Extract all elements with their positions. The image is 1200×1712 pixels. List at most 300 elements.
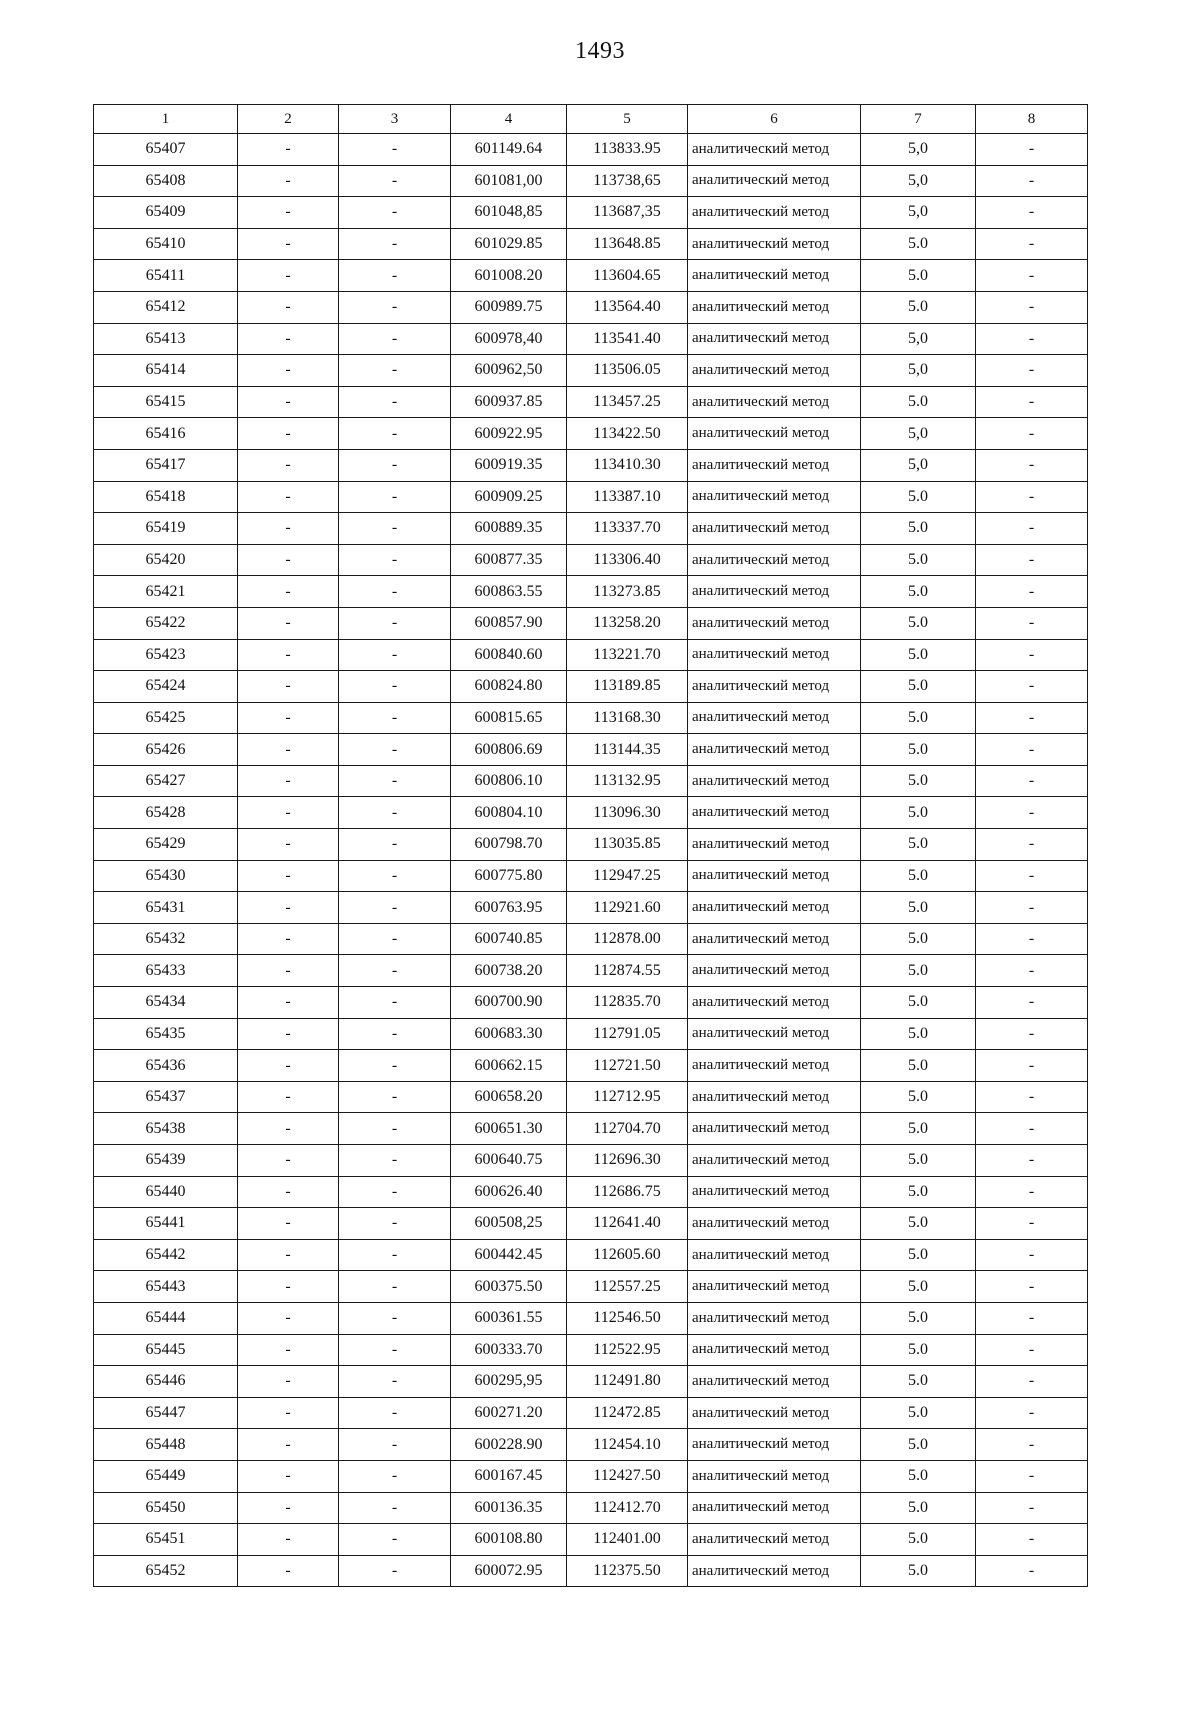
cell-point-number: 65427 [94,765,238,797]
table-row [94,449,1088,481]
cell-accuracy: 5.0 [861,228,976,260]
cell-point-number: 65419 [94,513,238,545]
cell-col-3: - [339,955,451,987]
cell-coord-x: 600740.85 [451,923,567,955]
cell-method: аналитический метод [688,1176,861,1208]
cell-method: аналитический метод [688,702,861,734]
cell-point-number: 65417 [94,449,238,481]
cell-point-number: 65431 [94,892,238,924]
cell-coord-x: 600863.55 [451,576,567,608]
cell-method: аналитический метод [688,1366,861,1398]
cell-col-8: - [976,1081,1088,1113]
cell-coord-x: 601048,85 [451,197,567,229]
cell-method: аналитический метод [688,1524,861,1556]
cell-col-2: - [238,1302,339,1334]
cell-accuracy: 5.0 [861,671,976,703]
table-row [94,1113,1088,1145]
cell-col-2: - [238,513,339,545]
cell-point-number: 65434 [94,987,238,1019]
cell-accuracy: 5.0 [861,576,976,608]
cell-point-number: 65441 [94,1208,238,1240]
cell-col-8: - [976,134,1088,166]
table-row [94,260,1088,292]
table-row [94,165,1088,197]
cell-col-8: - [976,418,1088,450]
cell-accuracy: 5.0 [861,386,976,418]
cell-col-3: - [339,607,451,639]
cell-coord-x: 600804.10 [451,797,567,829]
cell-col-8: - [976,1334,1088,1366]
cell-method: аналитический метод [688,1050,861,1082]
cell-col-2: - [238,1555,339,1587]
cell-coord-y: 113096.30 [567,797,688,829]
table-row [94,765,1088,797]
cell-coord-x: 601029.85 [451,228,567,260]
cell-point-number: 65430 [94,860,238,892]
cell-point-number: 65424 [94,671,238,703]
cell-col-2: - [238,1429,339,1461]
cell-accuracy: 5.0 [861,1460,976,1492]
cell-coord-y: 113410.30 [567,449,688,481]
cell-method: аналитический метод [688,765,861,797]
header-cell: 5 [567,105,688,134]
table-row [94,1429,1088,1461]
cell-col-3: - [339,892,451,924]
cell-col-2: - [238,671,339,703]
cell-col-8: - [976,1524,1088,1556]
cell-col-2: - [238,765,339,797]
cell-col-3: - [339,860,451,892]
cell-accuracy: 5.0 [861,1081,976,1113]
cell-col-2: - [238,481,339,513]
cell-col-8: - [976,1429,1088,1461]
cell-coord-x: 600658.20 [451,1081,567,1113]
cell-col-8: - [976,1302,1088,1334]
cell-coord-y: 113738,65 [567,165,688,197]
cell-accuracy: 5.0 [861,1208,976,1240]
cell-col-3: - [339,291,451,323]
cell-col-2: - [238,228,339,260]
table-row [94,513,1088,545]
cell-coord-x: 600683.30 [451,1018,567,1050]
cell-point-number: 65415 [94,386,238,418]
cell-col-3: - [339,671,451,703]
cell-coord-x: 600889.35 [451,513,567,545]
cell-col-3: - [339,702,451,734]
cell-col-2: - [238,639,339,671]
cell-coord-y: 112472.85 [567,1397,688,1429]
table-row [94,1366,1088,1398]
cell-accuracy: 5.0 [861,513,976,545]
cell-coord-y: 112947.25 [567,860,688,892]
cell-point-number: 65429 [94,829,238,861]
cell-col-3: - [339,418,451,450]
cell-col-2: - [238,323,339,355]
table-row [94,860,1088,892]
table-row [94,1176,1088,1208]
cell-col-3: - [339,987,451,1019]
cell-coord-x: 601008.20 [451,260,567,292]
coordinates-table-container [93,104,1087,1587]
cell-coord-x: 600651.30 [451,1113,567,1145]
cell-coord-y: 113337.70 [567,513,688,545]
cell-col-2: - [238,1524,339,1556]
cell-method: аналитический метод [688,923,861,955]
cell-method: аналитический метод [688,1018,861,1050]
cell-col-2: - [238,1397,339,1429]
cell-coord-x: 600937.85 [451,386,567,418]
cell-coord-y: 113564.40 [567,291,688,323]
cell-col-2: - [238,1113,339,1145]
cell-point-number: 65452 [94,1555,238,1587]
cell-coord-x: 600919.35 [451,449,567,481]
cell-method: аналитический метод [688,1145,861,1177]
cell-coord-y: 113132.95 [567,765,688,797]
cell-col-2: - [238,829,339,861]
cell-accuracy: 5.0 [861,639,976,671]
cell-accuracy: 5.0 [861,734,976,766]
cell-accuracy: 5.0 [861,1429,976,1461]
cell-accuracy: 5.0 [861,860,976,892]
cell-method: аналитический метод [688,1555,861,1587]
cell-method: аналитический метод [688,1239,861,1271]
cell-col-2: - [238,955,339,987]
cell-coord-y: 113833.95 [567,134,688,166]
table-row [94,639,1088,671]
cell-accuracy: 5.0 [861,702,976,734]
cell-col-3: - [339,1397,451,1429]
cell-accuracy: 5.0 [861,829,976,861]
cell-col-8: - [976,1239,1088,1271]
cell-col-2: - [238,1145,339,1177]
cell-col-2: - [238,386,339,418]
cell-coord-y: 112874.55 [567,955,688,987]
cell-col-3: - [339,197,451,229]
table-body [94,134,1088,1587]
cell-point-number: 65439 [94,1145,238,1177]
table-row [94,734,1088,766]
cell-col-8: - [976,513,1088,545]
cell-point-number: 65413 [94,323,238,355]
cell-method: аналитический метод [688,323,861,355]
cell-col-2: - [238,1492,339,1524]
table-row [94,1334,1088,1366]
table-row [94,1492,1088,1524]
cell-method: аналитический метод [688,1429,861,1461]
cell-point-number: 65448 [94,1429,238,1461]
cell-coord-y: 113687,35 [567,197,688,229]
cell-col-3: - [339,386,451,418]
cell-col-3: - [339,1239,451,1271]
cell-point-number: 65426 [94,734,238,766]
cell-method: аналитический метод [688,1334,861,1366]
cell-coord-y: 113221.70 [567,639,688,671]
cell-point-number: 65408 [94,165,238,197]
cell-col-3: - [339,1081,451,1113]
table-row [94,987,1088,1019]
header-cell: 1 [94,105,238,134]
cell-coord-x: 600815.65 [451,702,567,734]
cell-col-3: - [339,481,451,513]
cell-method: аналитический метод [688,165,861,197]
header-cell: 6 [688,105,861,134]
cell-coord-y: 112704.70 [567,1113,688,1145]
cell-col-3: - [339,1429,451,1461]
cell-col-2: - [238,197,339,229]
cell-accuracy: 5.0 [861,1397,976,1429]
cell-point-number: 65433 [94,955,238,987]
cell-col-2: - [238,418,339,450]
cell-col-3: - [339,797,451,829]
cell-method: аналитический метод [688,197,861,229]
cell-col-3: - [339,923,451,955]
table-row [94,1524,1088,1556]
cell-method: аналитический метод [688,671,861,703]
cell-coord-y: 112491.80 [567,1366,688,1398]
cell-coord-y: 113387.10 [567,481,688,513]
cell-coord-x: 600824.80 [451,671,567,703]
cell-col-8: - [976,607,1088,639]
cell-coord-y: 113541.40 [567,323,688,355]
cell-point-number: 65421 [94,576,238,608]
cell-col-8: - [976,544,1088,576]
cell-col-2: - [238,860,339,892]
cell-coord-y: 113457.25 [567,386,688,418]
cell-coord-y: 112427.50 [567,1460,688,1492]
cell-accuracy: 5.0 [861,1176,976,1208]
table-row [94,323,1088,355]
cell-method: аналитический метод [688,260,861,292]
cell-point-number: 65445 [94,1334,238,1366]
cell-accuracy: 5.0 [861,1145,976,1177]
cell-col-8: - [976,576,1088,608]
cell-col-3: - [339,1366,451,1398]
table-row [94,829,1088,861]
cell-method: аналитический метод [688,1302,861,1334]
cell-point-number: 65420 [94,544,238,576]
cell-point-number: 65442 [94,1239,238,1271]
cell-point-number: 65444 [94,1302,238,1334]
cell-col-8: - [976,355,1088,387]
cell-coord-x: 600962,50 [451,355,567,387]
cell-coord-x: 600700.90 [451,987,567,1019]
cell-col-8: - [976,1018,1088,1050]
cell-coord-y: 112721.50 [567,1050,688,1082]
cell-coord-x: 600877.35 [451,544,567,576]
cell-col-3: - [339,1113,451,1145]
cell-coord-x: 600333.70 [451,1334,567,1366]
cell-col-8: - [976,1271,1088,1303]
cell-accuracy: 5.0 [861,481,976,513]
table-row [94,1208,1088,1240]
cell-col-3: - [339,260,451,292]
cell-coord-y: 112401.00 [567,1524,688,1556]
cell-coord-x: 600763.95 [451,892,567,924]
cell-method: аналитический метод [688,1081,861,1113]
cell-point-number: 65410 [94,228,238,260]
table-row [94,955,1088,987]
cell-accuracy: 5,0 [861,449,976,481]
cell-coord-x: 600909.25 [451,481,567,513]
cell-accuracy: 5.0 [861,1239,976,1271]
cell-coord-x: 600136.35 [451,1492,567,1524]
table-row [94,1145,1088,1177]
cell-col-2: - [238,987,339,1019]
cell-col-8: - [976,1145,1088,1177]
cell-point-number: 65418 [94,481,238,513]
cell-col-3: - [339,134,451,166]
cell-method: аналитический метод [688,513,861,545]
cell-coord-x: 600361.55 [451,1302,567,1334]
cell-col-8: - [976,892,1088,924]
table-row [94,481,1088,513]
table-row [94,1302,1088,1334]
cell-point-number: 65443 [94,1271,238,1303]
cell-col-2: - [238,1334,339,1366]
cell-col-8: - [976,1113,1088,1145]
cell-point-number: 65450 [94,1492,238,1524]
cell-coord-y: 112921.60 [567,892,688,924]
cell-point-number: 65407 [94,134,238,166]
cell-method: аналитический метод [688,134,861,166]
table-row [94,702,1088,734]
table-row [94,671,1088,703]
cell-coord-y: 113258.20 [567,607,688,639]
cell-method: аналитический метод [688,1460,861,1492]
cell-coord-y: 113422.50 [567,418,688,450]
cell-accuracy: 5.0 [861,1555,976,1587]
cell-method: аналитический метод [688,607,861,639]
cell-col-3: - [339,1271,451,1303]
cell-col-2: - [238,1176,339,1208]
cell-coord-y: 112686.75 [567,1176,688,1208]
table-row [94,1018,1088,1050]
cell-col-3: - [339,1018,451,1050]
cell-method: аналитический метод [688,955,861,987]
table-row [94,1555,1088,1587]
cell-coord-x: 600442.45 [451,1239,567,1271]
cell-col-8: - [976,639,1088,671]
cell-coord-x: 600295,95 [451,1366,567,1398]
cell-accuracy: 5.0 [861,544,976,576]
cell-accuracy: 5.0 [861,797,976,829]
cell-col-2: - [238,923,339,955]
cell-col-3: - [339,513,451,545]
cell-col-8: - [976,734,1088,766]
cell-col-3: - [339,449,451,481]
cell-method: аналитический метод [688,1208,861,1240]
cell-coord-x: 600922.95 [451,418,567,450]
cell-coord-y: 112412.70 [567,1492,688,1524]
cell-coord-x: 601149.64 [451,134,567,166]
cell-coord-x: 600978,40 [451,323,567,355]
cell-coord-y: 112522.95 [567,1334,688,1366]
cell-method: аналитический метод [688,576,861,608]
cell-col-8: - [976,829,1088,861]
cell-method: аналитический метод [688,355,861,387]
cell-method: аналитический метод [688,544,861,576]
cell-coord-x: 601081,00 [451,165,567,197]
cell-col-8: - [976,1555,1088,1587]
cell-col-3: - [339,576,451,608]
page-number: 1493 [575,38,625,64]
cell-coord-y: 112557.25 [567,1271,688,1303]
table-row [94,1239,1088,1271]
cell-coord-y: 113604.65 [567,260,688,292]
cell-col-3: - [339,829,451,861]
cell-coord-y: 113035.85 [567,829,688,861]
cell-col-3: - [339,1176,451,1208]
table-row [94,355,1088,387]
cell-col-3: - [339,355,451,387]
cell-point-number: 65425 [94,702,238,734]
cell-coord-x: 600798.70 [451,829,567,861]
cell-col-8: - [976,228,1088,260]
cell-coord-y: 113144.35 [567,734,688,766]
cell-point-number: 65436 [94,1050,238,1082]
cell-accuracy: 5.0 [861,1113,976,1145]
table-row [94,418,1088,450]
cell-col-3: - [339,1460,451,1492]
cell-accuracy: 5.0 [861,955,976,987]
cell-point-number: 65437 [94,1081,238,1113]
cell-col-3: - [339,544,451,576]
cell-col-8: - [976,481,1088,513]
cell-coord-y: 113306.40 [567,544,688,576]
cell-coord-x: 600857.90 [451,607,567,639]
cell-col-2: - [238,260,339,292]
cell-coord-x: 600806.69 [451,734,567,766]
cell-col-8: - [976,1176,1088,1208]
cell-col-2: - [238,892,339,924]
cell-coord-y: 112696.30 [567,1145,688,1177]
cell-col-8: - [976,323,1088,355]
cell-col-3: - [339,1145,451,1177]
table-row [94,576,1088,608]
cell-accuracy: 5.0 [861,1334,976,1366]
cell-method: аналитический метод [688,734,861,766]
cell-point-number: 65423 [94,639,238,671]
cell-col-2: - [238,797,339,829]
cell-col-2: - [238,544,339,576]
cell-point-number: 65411 [94,260,238,292]
cell-point-number: 65412 [94,291,238,323]
cell-coord-x: 600271.20 [451,1397,567,1429]
cell-coord-x: 600508,25 [451,1208,567,1240]
cell-accuracy: 5.0 [861,1018,976,1050]
cell-coord-y: 113273.85 [567,576,688,608]
cell-accuracy: 5.0 [861,291,976,323]
cell-method: аналитический метод [688,228,861,260]
table-row [94,291,1088,323]
cell-col-3: - [339,765,451,797]
cell-coord-y: 113506.05 [567,355,688,387]
table-row [94,1271,1088,1303]
cell-method: аналитический метод [688,797,861,829]
cell-point-number: 65440 [94,1176,238,1208]
cell-col-3: - [339,1334,451,1366]
cell-accuracy: 5.0 [861,923,976,955]
header-cell: 7 [861,105,976,134]
cell-accuracy: 5.0 [861,1492,976,1524]
table-row [94,923,1088,955]
cell-accuracy: 5,0 [861,323,976,355]
table-row [94,892,1088,924]
cell-coord-y: 113189.85 [567,671,688,703]
cell-coord-x: 600228.90 [451,1429,567,1461]
cell-col-2: - [238,1239,339,1271]
header-cell: 2 [238,105,339,134]
